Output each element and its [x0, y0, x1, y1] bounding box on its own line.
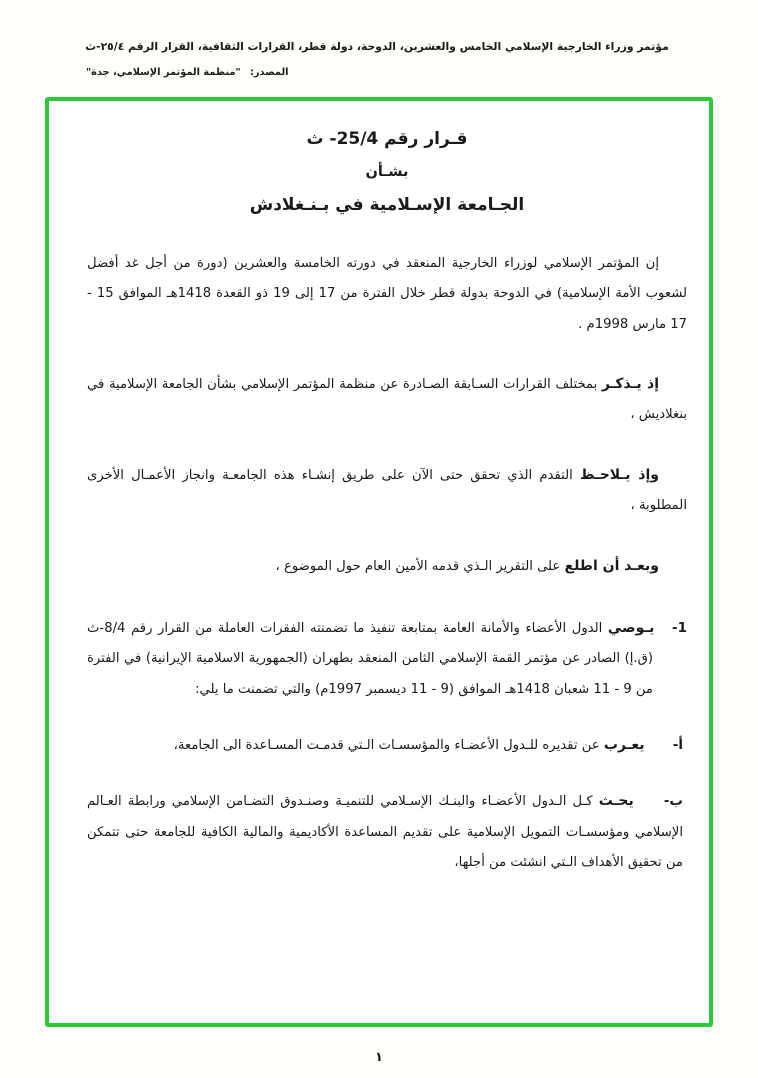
resolution-number-title: قـرار رقم 25/4- ث	[306, 129, 468, 149]
source-line	[86, 67, 288, 78]
subitem-a-text: عن تقديره للـدول الأعضـاء والمؤسسـات الـتي قدمـت المسـاعدة الى الجامعة،	[173, 737, 600, 753]
source-label: المصدر:	[250, 67, 289, 78]
noting-clause	[87, 459, 687, 522]
subitem-a-lead: يعـرب	[603, 736, 645, 753]
title-concerning: بشـأن	[365, 164, 409, 180]
citation-line: مؤتمر وزراء الخارجية الإسلامي الخامس والعشرين، الدوحة، دولة قطر، القرارات الثقافية، القرار الرقم ٢٥/٤-ث	[85, 40, 669, 53]
recalling-clause-text: بمختلف القرارات السـابقة الصـادرة عن منظمة المؤتمر الإسلامي بشأن الجامعة الإسلامية في بنغلاديش ،	[87, 377, 687, 423]
having-reviewed-clause	[87, 550, 687, 582]
operative-item-1	[87, 612, 687, 705]
preamble-paragraph: إن المؤتمر الإسلامي لوزراء الخارجية المنعقد في دورته الخامسة والعشرين (دورة من أجل غد أفضل لشعوب الأمة الإسلامية) في الدوحة بدولة قطر خلال الفترة من 17 إلى 19 ذو القعدة 1418هـ الموافق 15 ‏- 17 مارس 1998م .	[87, 256, 688, 332]
subitem-b-marker: ب-	[663, 793, 683, 810]
citation-header	[40, 40, 714, 78]
having-reviewed-clause-lead: وبعـد أن اطلع	[564, 557, 659, 574]
subitem-b-text: كـل الـدول الأعضـاء والبنـك الإسـلامي للتنميـة وصنـدوق التضـامن الإسلامي ورابطة العـالم الإسلامي ومؤسسـات التمويل الإسلامية على تقديم المساعدة الأكاديمية والمالية الكافية للجامعة حتى تتمكن من تحقيق الأهداف الـتي انشئت من أجلها،	[87, 794, 683, 871]
operative-item-1-number: 1-	[671, 619, 687, 636]
having-reviewed-clause-text: على التقرير الـذي قدمه الأمين العام حول الموضوع ،	[275, 558, 561, 574]
recalling-clause	[87, 368, 687, 431]
subitem-a-marker: أ-	[672, 736, 683, 753]
page-number: ١	[375, 1050, 383, 1065]
subitem-b	[87, 785, 683, 878]
title-subject: الجـامعة الإسـلامية في بـنـغلادش	[249, 195, 525, 215]
operative-item-1-text: الدول الأعضاء والأمانة العامة بمتابعة تنفيذ ما تضمنته الفقرات العاملة من القرار رقم 8/4-ث (ق.إ) الصادر عن مؤتمر القمة الإسلامي الثامن المنعقد بطهران (الجمهورية الاسلامية الإيرانية) في الفترة من 9 ‏- 11 شعبان 1418هـ الموافق (9 ‏- 11 ديسمبر 1997م) والتي تضمنت ما يلي:	[87, 620, 653, 697]
operative-item-1-lead: يـوصي	[607, 619, 655, 636]
subitem-a	[87, 729, 683, 761]
noting-clause-text: التقدم الذي تحقق حتى الآن على طريق إنشـاء هذه الجامعـة وانجاز الأعمـال الأخرى المطلوبة ،	[87, 467, 687, 514]
title-block	[87, 129, 687, 215]
subitem-b-lead: يحـث	[598, 793, 634, 810]
source-value: "منظمة المؤتمر الإسلامي، جدة"	[86, 67, 241, 78]
noting-clause-lead: وإذ يـلاحـظ	[579, 466, 659, 483]
recalling-clause-lead: إذ يـذكـر	[601, 376, 660, 393]
resolution-frame	[45, 97, 713, 1027]
